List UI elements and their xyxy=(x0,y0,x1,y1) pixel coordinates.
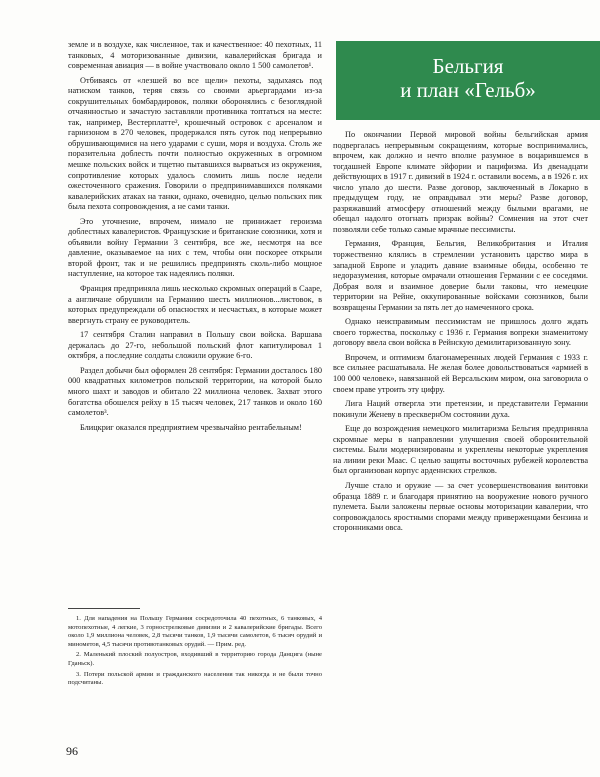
right-paragraph-3: Однако неисправимым пессимистам не пришлось долго ждать своего торжества, поскольку с 1936 г. Германия вопреки знаменитому договору ввела свои войска в Рейнскую демилитаризованную зону. xyxy=(333,317,588,348)
left-paragraph-1: земле и в воздухе, как численное, так и качественное: 40 пехотных, 11 танковых, 4 моторизованные дивизии, кавалерийская бригада и современная авиация — в войне участвовало около 1 500 самолетов¹. xyxy=(68,40,322,71)
footnote-3: 3. Потери польской армии и гражданского населения так никогда и не были точно подсчитаны. xyxy=(68,670,322,687)
right-paragraph-4: Впрочем, и оптимизм благонамеренных людей Германия с 1933 г. все сильнее расшатывала. Не желая более довольствоваться «армией в 100 000 человек», навязанной ей Версальским миром, она заговорила о своем праве утроить эту цифру. xyxy=(333,352,588,394)
footnote-divider xyxy=(68,608,140,609)
section-title-banner xyxy=(336,41,600,120)
footnotes xyxy=(68,608,322,690)
footnote-1: 1. Для нападения на Польшу Германия сосредоточила 40 пехотных, 6 танковых, 4 мотопехотные, 4 легкие, 3 горнострелковые дивизии и 2 кавалерийские бригады. Всего около 1,9 миллиона человек, 2,8 тысячи танков, 1,9 тысячи самолетов, 6 тысяч орудий и минометов, 4,5 тысячи противотанковых орудий. — Прим. ред. xyxy=(68,615,322,648)
section-title-line-2: и план «Гельб» xyxy=(400,78,536,102)
left-paragraph-3: Это уточнение, впрочем, нимало не принижает героизма доблестных кавалеристов. Французские и британские союзники, хотя и объявили войну Германии 3 сентября, все же, несмотря на все давление, оказываемое на них с тем, чтобы они поскорее открыли второй фронт, так и не решились предпринять сколь-либо мощное наступление, на которое так надеялись поляки. xyxy=(68,216,322,279)
section-title xyxy=(336,54,600,102)
right-paragraph-7: Лучше стало и оружие — за счет усовершенствования винтовки образца 1889 г. и благодаря принятию на вооружение нового ручного пулемета. Были заложены первые основы моторизации кавалерии, что сопровождалось яростными спорами между приверженцами бензина и сторонниками овса. xyxy=(333,480,588,533)
right-paragraph-2: Германия, Франция, Бельгия, Великобритания и Италия торжественно клялись в стремлении установить царство мира в западной Европе и уладить давние взаимные обиды, особенно те недоразумения, которые омрачали отношения Германии с ее соседями. Добрая воля и взаимное доверие были таковы, что немецкие территории на Рейне, оккупированные войсками союзников, были возвращены Германии за пять лет до намеченного срока. xyxy=(333,239,588,312)
left-paragraph-6: Раздел добычи был оформлен 28 сентября: Германии досталось 180 000 квадратных километров польской территории, на которой было много шахт и заводов и обитало 22 миллиона человек. Захват этого богатства обошелся рейху в 15 тысяч человек, 217 танков и около 160 самолетов³. xyxy=(68,365,322,418)
left-paragraph-7: Блицкриг оказался предприятием чрезвычайно рентабельным! xyxy=(80,422,302,432)
right-paragraph-1: По окончании Первой мировой войны бельгийская армия подвергалась непрерывным сокращениям, которые воспринимались, впрочем, как должно и нечто вполне разумное в воцарившемся в тогдашней Европе климате эйфории и пацифизма. Из двенадцати действующих в 1917 г. дивизий в 1924 г. оставили восемь, а в 1926 г. их число упало до шести. Разве договор, заключенный в Локарно в предыдущем году, не оправдывал эти меры? Разве договор, разряжавший атмосферу отношений между былыми врагами, не обещал надолго отогнать призрак войны? Сомнения на этот счет позволяли себе только самые мрачные пессимисты. xyxy=(333,130,588,234)
footnote-2: 2. Маленький плоский полуостров, входивший в территорию города Данцига (ныне Гданьск). xyxy=(68,651,322,667)
page-number: 96 xyxy=(66,744,78,758)
right-column xyxy=(333,130,588,538)
right-paragraph-6: Еще до возрождения немецкого милитаризма Бельгия предприняла скромные меры в направлении улучшения своей оборонительной системы. Были модернизированы и укреплены некоторые укрепления на линии реки Маас. С целью защиты восточных рубежей королевства был организован корпус арденнских стрелков. xyxy=(333,424,588,476)
right-paragraph-5: Лига Наций отвергла эти претензии, и представители Германии покинули Женеву в пресквернОм состоянии духа. xyxy=(333,399,588,419)
left-paragraph-2: Отбиваясь от «лезшей во все щели» пехоты, задыхаясь под натиском танков, теряя связь со своими арьергардами из-за сокрушительных бомбардировок, поляки оборонялись с безоглядной отчаянностью и зачастую заставляли противника топтаться на месте: так, например, Вестерплатте², крошечный островок с арсеналом и гарнизоном в 270 человек, продержался пять суток под непрерывно обрушивающимися на него ударами с суши, моря и воздуха. Столь же поразительна доблесть почти полностью окруженных в огромном мешке польских войск и тщетно пытавшихся вырваться из окружения, сопротивление которых удалось сломить лишь после недели ожесточенного сражения. Говорили о предпринимавшихся поляками кавалерийских атаках на танки, однако, очевидно, целью польских пик была пехота сопровождения, а не сами танки. xyxy=(68,75,322,212)
left-paragraph-4: Франция предприняла лишь несколько скромных операций в Сааре, а англичане обрушили на Германию шесть миллионов...листовок, в которых предупреждали об опасностях и несчастьях, в которые может ввергнуть страну ее руководитель. xyxy=(68,284,322,325)
left-column xyxy=(68,40,322,437)
section-title-line-1: Бельгия xyxy=(432,54,504,78)
left-paragraph-5: 17 сентября Сталин направил в Польшу свои войска. Варшава держалась до 27-го, небольшой польский флот капитулировал 1 октября, а последние солдаты сложили оружие 6-го. xyxy=(68,330,322,361)
